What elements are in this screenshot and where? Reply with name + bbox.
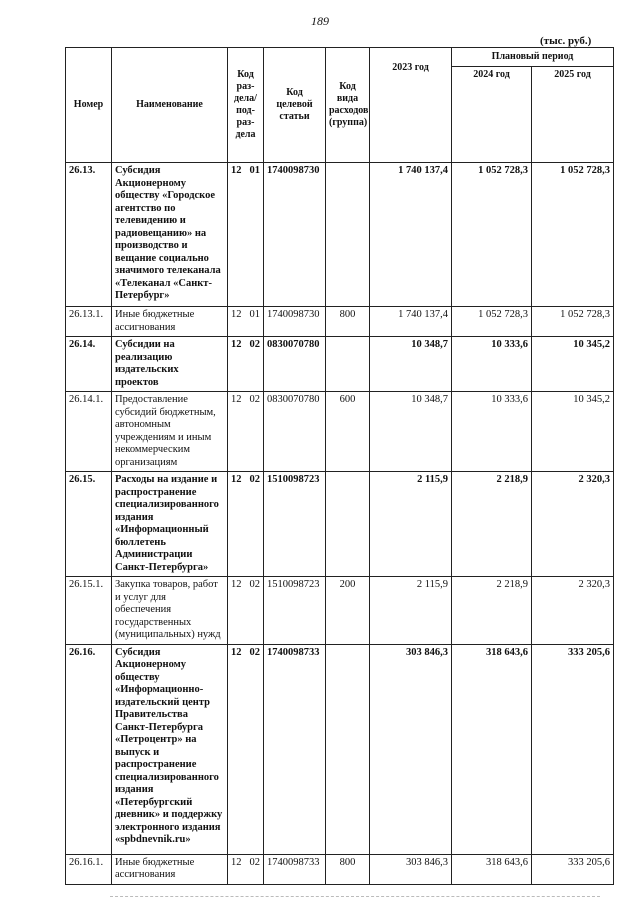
row-target-code: 0830070780: [264, 392, 326, 472]
row-value-2025: 10 345,2: [532, 392, 614, 472]
row-name: Расходы на издание и распространение специализированного издания «Информационный бюллетень Администрации Санкт-Петербурга»: [112, 472, 228, 577]
row-section-part: 12: [231, 856, 242, 868]
row-target-code: 1740098730: [264, 163, 326, 307]
row-section-part: 12: [231, 309, 242, 320]
row-section: [228, 472, 264, 577]
row-value-2024: 318 643,6: [452, 854, 532, 884]
header-number: Номер: [66, 48, 112, 163]
row-target-code: 1510098723: [264, 577, 326, 645]
row-target-code: 1740098733: [264, 644, 326, 854]
row-value-2024: 10 333,6: [452, 392, 532, 472]
row-section-part: 12: [231, 474, 242, 485]
row-section: [228, 577, 264, 645]
row-expense-type: 600: [326, 392, 370, 472]
row-section: [228, 644, 264, 854]
page-number: 189: [311, 14, 329, 28]
row-number: 26.14.1.: [66, 392, 112, 472]
row-value-2025: 333 205,6: [532, 854, 614, 884]
table-row: [66, 392, 614, 472]
row-name: Предоставление субсидий бюджетным, автономным учреждениям и иным некоммерческим организациям: [112, 392, 228, 472]
table-row: [66, 472, 614, 577]
row-section: [228, 337, 264, 392]
row-section-part: 12: [231, 394, 242, 405]
row-subsection-part: 02: [249, 856, 260, 868]
row-name: Субсидии на реализацию издательских проектов: [112, 337, 228, 392]
row-value-2023: 2 115,9: [370, 577, 452, 645]
row-number: 26.15.: [66, 472, 112, 577]
budget-table: [65, 47, 614, 885]
row-value-2023: 303 846,3: [370, 644, 452, 854]
row-value-2023: 1 740 137,4: [370, 163, 452, 307]
header-2025: 2025 год: [532, 67, 614, 163]
row-value-2024: 10 333,6: [452, 337, 532, 392]
row-value-2024: 2 218,9: [452, 472, 532, 577]
row-value-2025: 333 205,6: [532, 644, 614, 854]
table-row: [66, 577, 614, 645]
row-name: Иные бюджетные ассигнования: [112, 854, 228, 884]
row-value-2023: 1 740 137,4: [370, 307, 452, 337]
row-expense-type: [326, 472, 370, 577]
units-label: (тыс. руб.): [540, 35, 592, 47]
row-subsection-part: 02: [249, 339, 260, 350]
header-2023: 2023 год: [370, 48, 452, 163]
table-row: [66, 854, 614, 884]
page-bottom-edge: [110, 896, 600, 898]
row-section: [228, 307, 264, 337]
row-subsection-part: 02: [249, 394, 260, 405]
row-subsection-part: 02: [249, 646, 260, 658]
row-section-part: 12: [231, 165, 242, 176]
header-plan-period: Плановый период: [452, 48, 614, 67]
row-section-part: 12: [231, 646, 242, 658]
row-expense-type: [326, 644, 370, 854]
row-value-2024: 318 643,6: [452, 644, 532, 854]
row-expense-type: [326, 337, 370, 392]
row-target-code: 1510098723: [264, 472, 326, 577]
header-section: Код раз-дела/ под-раз-дела: [228, 48, 264, 163]
row-number: 26.16.1.: [66, 854, 112, 884]
row-section-part: 12: [231, 339, 242, 350]
row-section: [228, 392, 264, 472]
row-subsection-part: 02: [249, 579, 260, 590]
header-2024: 2024 год: [452, 67, 532, 163]
row-subsection-part: 01: [249, 309, 260, 320]
row-value-2024: 2 218,9: [452, 577, 532, 645]
row-expense-type: 800: [326, 307, 370, 337]
row-value-2023: 10 348,7: [370, 337, 452, 392]
row-value-2024: 1 052 728,3: [452, 163, 532, 307]
row-name: Субсидия Акционерному обществу «Информационно-издательский центр Правительства Санкт-Петербурга «Петроцентр» на выпуск и распространение специализированного издания «Петербургский дневник» и поддержку электронного издания «spbdnevnik.ru»: [112, 644, 228, 854]
row-name: Закупка товаров, работ и услуг для обеспечения государственных (муниципальных) нужд: [112, 577, 228, 645]
row-target-code: 1740098733: [264, 854, 326, 884]
row-subsection-part: 01: [249, 165, 260, 176]
row-number: 26.16.: [66, 644, 112, 854]
header-expense-type: Код вида расходов (группа): [326, 48, 370, 163]
table-row: [66, 163, 614, 307]
row-expense-type: 200: [326, 577, 370, 645]
row-value-2025: 1 052 728,3: [532, 163, 614, 307]
row-target-code: 0830070780: [264, 337, 326, 392]
row-name: Иные бюджетные ассигнования: [112, 307, 228, 337]
header-name: Наименование: [112, 48, 228, 163]
table-row: [66, 644, 614, 854]
row-subsection-part: 02: [249, 474, 260, 485]
row-section: [228, 854, 264, 884]
row-expense-type: [326, 163, 370, 307]
row-value-2025: 2 320,3: [532, 472, 614, 577]
table-row: [66, 307, 614, 337]
row-value-2023: 2 115,9: [370, 472, 452, 577]
header-target: Код целевой статьи: [264, 48, 326, 163]
row-number: 26.15.1.: [66, 577, 112, 645]
row-name: Субсидия Акционерному обществу «Городское агентство по телевидению и радиовещанию» на производство и вещание социально значимого телеканала «Телеканал «Санкт-Петербург»: [112, 163, 228, 307]
row-value-2023: 303 846,3: [370, 854, 452, 884]
row-expense-type: 800: [326, 854, 370, 884]
row-value-2024: 1 052 728,3: [452, 307, 532, 337]
row-number: 26.13.: [66, 163, 112, 307]
row-number: 26.14.: [66, 337, 112, 392]
row-value-2025: 10 345,2: [532, 337, 614, 392]
row-value-2025: 2 320,3: [532, 577, 614, 645]
row-target-code: 1740098730: [264, 307, 326, 337]
row-section-part: 12: [231, 579, 242, 590]
row-number: 26.13.1.: [66, 307, 112, 337]
row-value-2025: 1 052 728,3: [532, 307, 614, 337]
table-row: [66, 337, 614, 392]
row-value-2023: 10 348,7: [370, 392, 452, 472]
row-section: [228, 163, 264, 307]
